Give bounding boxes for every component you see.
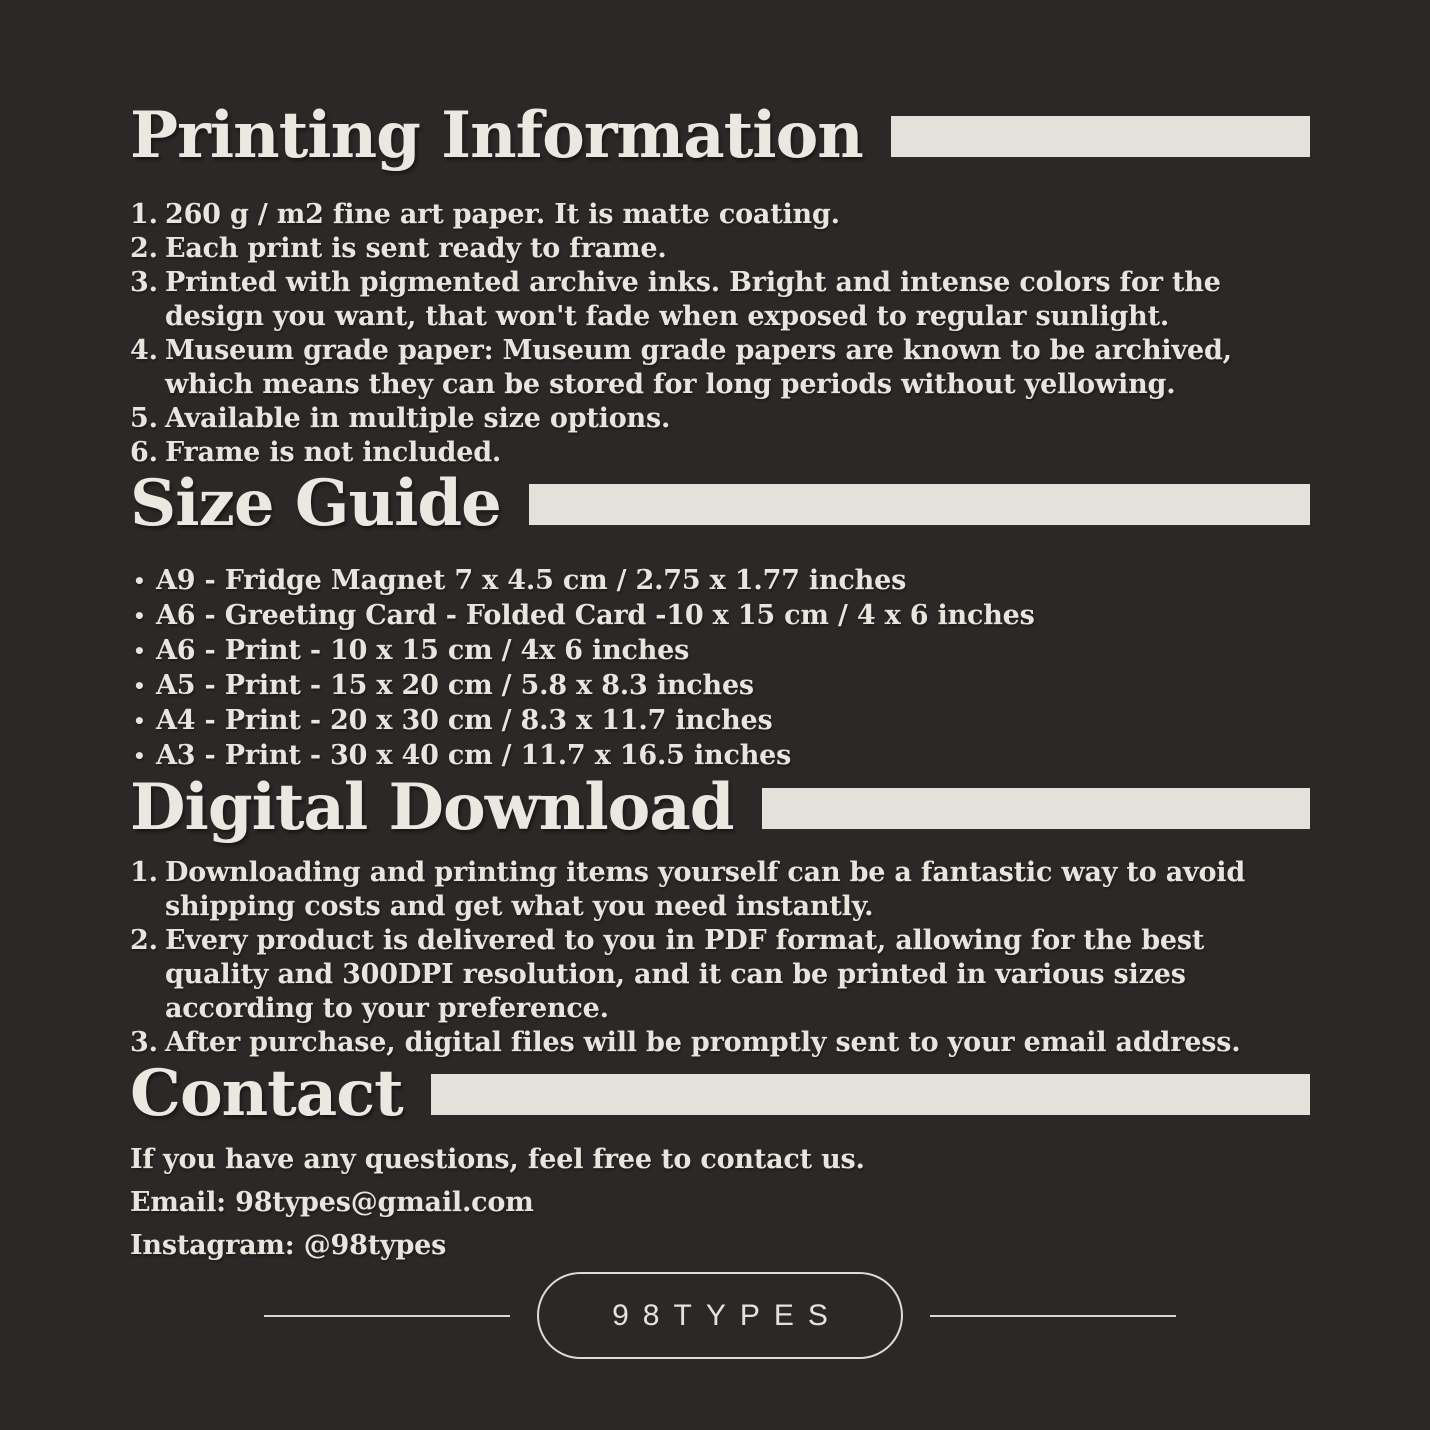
- list-item: [130, 402, 1310, 436]
- list-marker: 5.: [130, 403, 158, 434]
- contact-title-bar: [431, 1074, 1310, 1115]
- list-marker: 1.: [130, 199, 158, 230]
- size-guide-list: [130, 564, 1310, 773]
- list-item: [130, 564, 1310, 598]
- list-item-text: Downloading and printing items yourself can be a fantastic way to avoid shipping costs and get what you need instantly.: [165, 857, 1246, 922]
- bullet-icon: •: [133, 674, 146, 698]
- size-guide-title: Size Guide: [130, 466, 501, 541]
- bullet-icon: •: [133, 639, 146, 663]
- contact-title: Contact: [130, 1056, 403, 1131]
- list-marker: 6.: [130, 437, 158, 468]
- bullet-icon: •: [133, 744, 146, 768]
- size-guide-title-bar: [529, 484, 1310, 525]
- bullet-icon: •: [133, 569, 146, 593]
- list-marker: 2.: [130, 233, 158, 264]
- list-item-text: Every product is delivered to you in PDF format, allowing for the best quality and 300DPI resolution, and it can be printed in various sizes according to your preference.: [165, 925, 1205, 1024]
- list-item-text: After purchase, digital files will be promptly sent to your email address.: [165, 1027, 1241, 1058]
- list-marker: 3.: [130, 267, 158, 298]
- section-size-guide: [130, 466, 1310, 773]
- list-item: [130, 198, 1310, 232]
- list-item-text: A6 - Greeting Card - Folded Card -10 x 15 cm / 4 x 6 inches: [156, 600, 1035, 631]
- list-item: [130, 1026, 1310, 1060]
- digital-download-title: Digital Download: [130, 770, 734, 845]
- list-item-text: Printed with pigmented archive inks. Bright and intense colors for the design you want, that won't fade when exposed to regular sunlight.: [165, 267, 1221, 332]
- footer-divider-right: [930, 1315, 1176, 1317]
- list-item: [130, 856, 1310, 924]
- list-item: [130, 634, 1310, 668]
- list-item-text: Available in multiple size options.: [165, 403, 671, 434]
- footer: [130, 1272, 1310, 1359]
- list-item: [130, 599, 1310, 633]
- list-item: [130, 924, 1310, 1026]
- bullet-icon: •: [133, 709, 146, 733]
- bullet-icon: •: [133, 604, 146, 628]
- section-contact: [130, 1056, 1310, 1263]
- list-item: [130, 266, 1310, 334]
- contact-intro-text: If you have any questions, feel free to contact us.: [130, 1144, 865, 1175]
- contact-header: [130, 1056, 1310, 1131]
- printing-information-title-bar: [891, 116, 1310, 157]
- size-guide-header: [130, 466, 1310, 541]
- list-item-text: A3 - Print - 30 x 40 cm / 11.7 x 16.5 inches: [156, 740, 792, 771]
- list-item: [130, 669, 1310, 703]
- list-item-text: A9 - Fridge Magnet 7 x 4.5 cm / 2.75 x 1.77 inches: [156, 565, 907, 596]
- list-item-text: 260 g / m2 fine art paper. It is matte coating.: [165, 199, 840, 230]
- digital-download-header: [130, 770, 1310, 845]
- contact-instagram-text: Instagram: @98types: [130, 1230, 447, 1261]
- list-item-text: Museum grade paper: Museum grade papers are known to be archived, which means they can be stored for long periods without yellowing.: [165, 335, 1232, 400]
- list-item: [130, 704, 1310, 738]
- list-item: [130, 232, 1310, 266]
- digital-download-title-bar: [762, 788, 1310, 829]
- contact-lines: [130, 1143, 1310, 1263]
- list-item-text: A6 - Print - 10 x 15 cm / 4x 6 inches: [156, 635, 690, 666]
- brand-pill: [537, 1272, 903, 1359]
- list-item: [130, 334, 1310, 402]
- contact-email-text: Email: 98types@gmail.com: [130, 1187, 534, 1218]
- list-item-text: Frame is not included.: [165, 437, 502, 468]
- printing-information-header: [130, 98, 1310, 173]
- printing-information-list: [130, 198, 1310, 470]
- section-printing-information: [130, 98, 1310, 470]
- list-marker: 1.: [130, 857, 158, 888]
- list-item-text: A5 - Print - 15 x 20 cm / 5.8 x 8.3 inches: [156, 670, 754, 701]
- brand-name: 98TYPES: [612, 1298, 842, 1332]
- list-marker: 3.: [130, 1027, 158, 1058]
- section-digital-download: [130, 770, 1310, 1060]
- list-marker: 2.: [130, 925, 158, 956]
- list-item-text: A4 - Print - 20 x 30 cm / 8.3 x 11.7 inches: [156, 705, 773, 736]
- printing-information-title: Printing Information: [130, 98, 863, 173]
- list-item: [130, 739, 1310, 773]
- list-item: [130, 436, 1310, 470]
- list-marker: 4.: [130, 335, 158, 366]
- list-item-text: Each print is sent ready to frame.: [165, 233, 667, 264]
- digital-download-list: [130, 856, 1310, 1060]
- footer-divider-left: [264, 1315, 510, 1317]
